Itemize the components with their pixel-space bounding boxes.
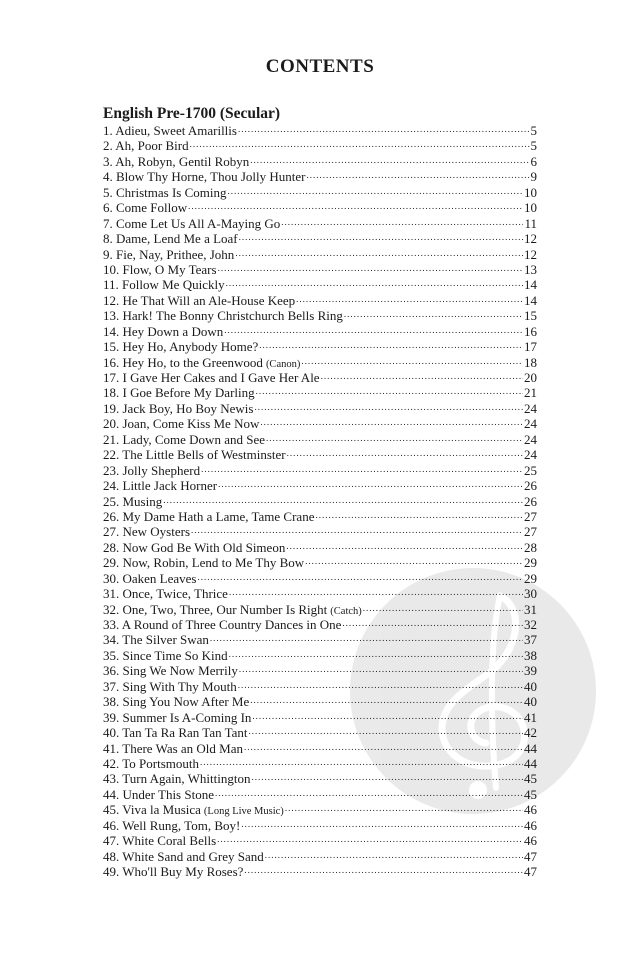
entry-page-number: 24: [524, 400, 537, 416]
dot-leader: [286, 539, 523, 554]
entry-page-number: 27: [524, 524, 537, 540]
list-item[interactable]: [103, 478, 537, 493]
list-item[interactable]: [103, 864, 537, 879]
entry-title: 10. Flow, O My Tears: [103, 261, 217, 277]
dot-leader: [252, 709, 523, 724]
list-item[interactable]: [103, 185, 537, 200]
list-item[interactable]: [103, 602, 537, 617]
list-item[interactable]: [103, 293, 537, 308]
entry-title: 2. Ah, Poor Bird: [103, 138, 189, 154]
dot-leader: [285, 801, 523, 816]
entry-title: 25. Musing: [103, 493, 163, 509]
entry-title: 41. There Was an Old Man: [103, 740, 243, 756]
entry-page-number: 39: [524, 663, 537, 679]
list-item[interactable]: [103, 756, 537, 771]
entry-page-number: 14: [524, 292, 537, 308]
list-item[interactable]: [103, 432, 537, 447]
list-item[interactable]: [103, 416, 537, 431]
list-item[interactable]: [103, 632, 537, 647]
entry-page-number: 44: [524, 755, 537, 771]
list-item[interactable]: [103, 231, 537, 246]
list-item[interactable]: [103, 401, 537, 416]
dot-leader: [210, 631, 523, 646]
dot-leader: [191, 523, 523, 538]
list-item[interactable]: [103, 524, 537, 539]
entry-title: 14. Hey Down a Down: [103, 323, 224, 339]
dot-leader: [239, 662, 523, 677]
entry-page-number: 26: [524, 478, 537, 494]
dot-leader: [200, 755, 523, 770]
table-of-contents: [103, 105, 537, 879]
entry-page-number: 45: [524, 786, 537, 802]
entry-page-number: 24: [524, 431, 537, 447]
entry-title: 22. The Little Bells of Westminster: [103, 447, 286, 463]
entry-page-number: 27: [524, 508, 537, 524]
entry-title: 7. Come Let Us All A-Maying Go: [103, 215, 281, 231]
dot-leader: [190, 137, 530, 152]
entry-title: 1. Adieu, Sweet Amarillis: [103, 123, 237, 138]
entry-page-number: 15: [524, 308, 537, 324]
dot-leader: [250, 153, 529, 168]
dot-leader: [198, 570, 524, 585]
entry-page-number: 6: [530, 153, 537, 169]
entry-title: 33. A Round of Three Country Dances in One: [103, 617, 342, 632]
list-item[interactable]: [103, 169, 537, 184]
list-item[interactable]: [103, 540, 537, 555]
list-item[interactable]: [103, 463, 537, 478]
list-item[interactable]: [103, 663, 537, 678]
entry-title: 26. My Dame Hath a Lame, Tame Crane: [103, 508, 315, 524]
entry-title: 16. Hey Ho, to the Greenwood: [103, 354, 263, 370]
dot-leader: [342, 616, 523, 631]
entry-title: 29. Now, Robin, Lend to Me Thy Bow: [103, 555, 305, 571]
list-item[interactable]: [103, 771, 537, 786]
entry-page-number: 46: [524, 833, 537, 849]
entry-title: 23. Jolly Shepherd: [103, 462, 201, 478]
entry-page-number: 21: [524, 385, 537, 401]
entry-title: 45. Viva la Musica: [103, 802, 201, 818]
dot-leader: [265, 848, 523, 863]
list-item[interactable]: [103, 509, 537, 524]
entry-title: 17. I Gave Her Cakes and I Gave Her Ale: [103, 370, 320, 385]
list-item[interactable]: [103, 849, 537, 864]
list-item[interactable]: [103, 787, 537, 802]
entry-page-number: 20: [524, 370, 537, 385]
list-item[interactable]: [103, 833, 537, 848]
dot-leader: [163, 493, 523, 508]
entry-page-number: 16: [524, 323, 537, 339]
dot-leader: [301, 354, 523, 369]
entry-title: 12. He That Will an Ale-House Keep: [103, 292, 296, 308]
entry-title: 6. Come Follow: [103, 200, 188, 216]
entry-page-number: 18: [524, 354, 537, 370]
entry-page-number: 29: [524, 555, 537, 571]
entry-page-number: 46: [524, 817, 537, 833]
entry-page-number: 10: [524, 200, 537, 216]
entry-title: 11. Follow Me Quickly: [103, 277, 225, 293]
dot-leader: [363, 601, 523, 616]
list-item[interactable]: [103, 617, 537, 632]
entry-title: 48. White Sand and Grey Sand: [103, 848, 264, 864]
list-item[interactable]: [103, 355, 537, 370]
list-item[interactable]: [103, 262, 537, 277]
dot-leader: [229, 585, 523, 600]
dot-leader: [217, 832, 523, 847]
entry-page-number: 10: [524, 184, 537, 200]
entry-page-number: 5: [530, 138, 537, 154]
dot-leader: [321, 369, 523, 384]
dot-leader: [254, 400, 523, 415]
entry-title: 32. One, Two, Three, Our Number Is Right: [103, 601, 328, 617]
list-item[interactable]: [103, 200, 537, 215]
dot-leader: [238, 122, 530, 137]
dot-leader: [287, 446, 523, 461]
entry-page-number: 26: [524, 493, 537, 509]
entry-page-number: 41: [524, 709, 537, 725]
entry-page-number: 5: [530, 123, 537, 138]
dot-leader: [218, 477, 523, 492]
dot-leader: [201, 462, 523, 477]
dot-leader: [229, 647, 523, 662]
entry-title: 38. Sing You Now After Me: [103, 694, 250, 710]
entry-title: 46. Well Rung, Tom, Boy!: [103, 817, 241, 833]
dot-leader: [266, 431, 523, 446]
dot-leader: [228, 184, 523, 199]
list-item[interactable]: [103, 277, 537, 292]
dot-leader: [215, 786, 523, 801]
list-item[interactable]: [103, 741, 537, 756]
entry-title: 20. Joan, Come Kiss Me Now: [103, 416, 260, 432]
dot-leader: [250, 693, 523, 708]
list-item[interactable]: [103, 694, 537, 709]
list-item[interactable]: [103, 308, 537, 323]
entry-page-number: 17: [524, 339, 537, 355]
list-item[interactable]: [103, 586, 537, 601]
entry-page-number: 31: [524, 601, 537, 617]
entry-title: 8. Dame, Lend Me a Loaf: [103, 231, 238, 247]
list-item[interactable]: [103, 324, 537, 339]
entry-note: (Canon): [265, 358, 301, 370]
entry-note: (Long Live Music): [203, 806, 284, 818]
entry-title: 15. Hey Ho, Anybody Home?: [103, 339, 259, 355]
entry-page-number: 9: [530, 169, 537, 185]
dot-leader: [251, 770, 523, 785]
entry-page-number: 24: [524, 416, 537, 432]
entry-title: 44. Under This Stone: [103, 786, 214, 802]
dot-leader: [315, 508, 523, 523]
entry-title: 24. Little Jack Horner: [103, 478, 218, 494]
list-item[interactable]: [103, 123, 537, 138]
entry-page-number: 11: [524, 215, 537, 231]
entry-page-number: 40: [524, 694, 537, 710]
entry-title: 34. The Silver Swan: [103, 632, 209, 648]
list-item[interactable]: [103, 679, 537, 694]
entry-title: 49. Who'll Buy My Roses?: [103, 864, 244, 879]
list-item[interactable]: [103, 138, 537, 153]
entry-title: 37. Sing With Thy Mouth: [103, 678, 237, 694]
entry-title: 3. Ah, Robyn, Gentil Robyn: [103, 153, 250, 169]
dot-leader: [239, 230, 523, 245]
section-heading: English Pre-1700 (Secular): [103, 105, 281, 122]
dot-leader: [296, 292, 523, 307]
entry-list: [103, 123, 537, 879]
entry-page-number: 47: [524, 848, 537, 864]
entry-title: 39. Summer Is A-Coming In: [103, 709, 252, 725]
entry-page-number: 30: [524, 586, 537, 602]
list-item[interactable]: [103, 555, 537, 570]
list-item[interactable]: [103, 802, 537, 817]
dot-leader: [305, 554, 523, 569]
entry-page-number: 44: [524, 740, 537, 756]
list-item[interactable]: [103, 154, 537, 169]
entry-page-number: 38: [524, 647, 537, 663]
entry-title: 40. Tan Ta Ra Ran Tan Tant: [103, 725, 248, 741]
list-item[interactable]: [103, 370, 537, 385]
entry-title: 43. Turn Again, Whittington: [103, 771, 251, 787]
entry-page-number: 29: [524, 570, 537, 586]
list-item[interactable]: [103, 818, 537, 833]
entry-page-number: 42: [524, 725, 537, 741]
entry-page-number: 14: [524, 277, 537, 293]
entry-title: 42. To Portsmouth: [103, 755, 200, 771]
dot-leader: [238, 678, 523, 693]
dot-leader: [235, 246, 523, 261]
entry-page-number: 47: [524, 864, 537, 879]
entry-title: 5. Christmas Is Coming: [103, 184, 227, 200]
list-item[interactable]: [103, 571, 537, 586]
list-item[interactable]: [103, 648, 537, 663]
entry-title: 21. Lady, Come Down and See: [103, 431, 265, 447]
list-item[interactable]: [103, 339, 537, 354]
dot-leader: [224, 323, 523, 338]
dot-leader: [281, 215, 523, 230]
entry-page-number: 46: [524, 802, 537, 818]
entry-title: 18. I Goe Before My Darling: [103, 385, 255, 401]
entry-page-number: 45: [524, 771, 537, 787]
dot-leader: [241, 817, 523, 832]
list-item[interactable]: [103, 710, 537, 725]
dot-leader: [344, 307, 523, 322]
list-item[interactable]: [103, 447, 537, 462]
dot-leader: [256, 384, 523, 399]
entry-title: 28. Now God Be With Old Simeon: [103, 539, 286, 555]
entry-page-number: 12: [524, 246, 537, 262]
dot-leader: [226, 276, 523, 291]
entry-page-number: 25: [524, 462, 537, 478]
entry-title: 13. Hark! The Bonny Christchurch Bells Ring: [103, 308, 343, 324]
entry-page-number: 13: [524, 261, 537, 277]
dot-leader: [249, 724, 523, 739]
entry-title: 31. Once, Twice, Thrice: [103, 586, 228, 602]
dot-leader: [244, 863, 523, 878]
list-item[interactable]: [103, 494, 537, 509]
dot-leader: [306, 168, 529, 183]
entry-page-number: 37: [524, 632, 537, 648]
dot-leader: [260, 415, 523, 430]
entry-title: 4. Blow Thy Horne, Thou Jolly Hunter: [103, 169, 306, 185]
entry-page-number: 40: [524, 678, 537, 694]
dot-leader: [218, 261, 523, 276]
entry-title: 27. New Oysters: [103, 524, 191, 540]
entry-page-number: 28: [524, 539, 537, 555]
entry-title: 30. Oaken Leaves: [103, 570, 197, 586]
dot-leader: [188, 199, 523, 214]
entry-note: (Catch): [330, 605, 362, 617]
list-item[interactable]: [103, 216, 537, 231]
entry-title: 36. Sing We Now Merrily: [103, 663, 238, 679]
dot-leader: [244, 740, 523, 755]
entry-page-number: 32: [524, 617, 537, 632]
entry-title: 9. Fie, Nay, Prithee, John: [103, 246, 235, 262]
entry-title: 19. Jack Boy, Ho Boy Newis: [103, 400, 254, 416]
page-title: CONTENTS: [265, 56, 375, 77]
dot-leader: [259, 338, 523, 353]
list-item[interactable]: [103, 725, 537, 740]
list-item[interactable]: [103, 385, 537, 400]
entry-page-number: 12: [524, 231, 537, 247]
entry-page-number: 24: [524, 447, 537, 463]
entry-title: 35. Since Time So Kind: [103, 647, 228, 663]
entry-title: 47. White Coral Bells: [103, 833, 217, 849]
list-item[interactable]: [103, 247, 537, 262]
